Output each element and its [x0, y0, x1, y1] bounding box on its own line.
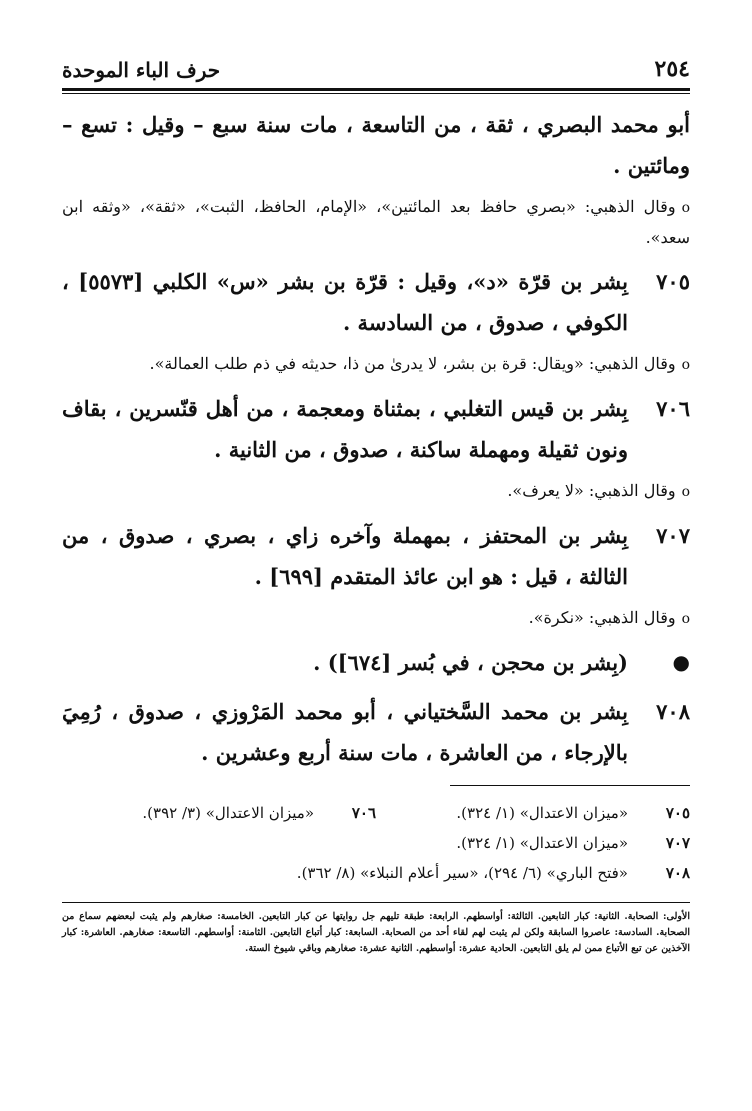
note-bullet-icon: o	[681, 200, 690, 216]
entry-note-text: وقال الذهبي: «ويقال: قرة بن بشر، لا يدرىٰ من ذا، حديثه في ذم طلب العمالة».	[149, 354, 676, 373]
footnote-number: ٧٠٨	[665, 864, 690, 882]
narrator-levels-key: الأولى: الصحابة. الثانية: كبار التابعين. الثالثة: أواسطهم. الرابعة: طبقة تليهم جل روايتها عن كبار التابعين. الخامسة: صغارهم ولم يثبت لبعضهم سماع من الصحابة. السادسة: عاصروا السابقة ولكن لم يثبت لهم لقاء أحد من الصحابة. السابعة: كبار أتباع التابعين. الثامنة: أواسطهم. التاسعة: صغارهم. العاشرة: كبار الآخذين عن تبع الأتباع ممن لم يلق التابعين. الحادية عشرة: أواسطهم. الثانية عشرة: صغارهم وباقي شيوخ الستة.	[62, 911, 690, 954]
entry-text: بِشر بن قرّة «د»، وقيل : قرّة بن بشر «س» الكلبي [٥٥٧٣] ، الكوفي ، صدوق ، من السادسة .	[62, 269, 628, 335]
footnote-number: ٧٠٦	[351, 804, 376, 822]
footnote-row	[62, 828, 690, 858]
header-rule-thick	[62, 88, 690, 91]
entry-text: بِشر بن المحتفز ، بمهملة وآخره زاي ، بصري ، صدوق ، من الثالثة ، قيل : هو ابن عائذ المتقدم [٦٩٩] .	[62, 523, 628, 589]
footnote-text: «ميزان الاعتدال» (١/ ٣٢٤).	[456, 834, 628, 852]
footnote-number: ٧٠٥	[665, 804, 690, 822]
footnote-text: «فتح الباري» (٦/ ٢٩٤)، «سير أعلام النبلاء» (٨/ ٣٦٢).	[296, 864, 628, 882]
entry-number: ٧٠٦	[656, 396, 690, 421]
footnote-row	[62, 858, 690, 888]
entry-note-text: وقال الذهبي: «لا يعرف».	[507, 481, 676, 500]
page-header	[62, 40, 690, 82]
entry-text: بِشر بن قيس التغلبي ، بمثناة ومعجمة ، من أهل قنّسرين ، بقاف ونون ثقيلة ومهملة ساكنة ، صدوق ، من الثانية .	[62, 396, 628, 462]
entry-text: بِشر بن محمد السَّختياني ، أبو محمد المَرْوزي ، صدوق ، رُمِيَ بالإرجاء ، من العاشرة ، مات سنة أربع وعشرين .	[62, 699, 628, 765]
header-rule-thin	[62, 93, 690, 94]
entry-text: (بِشر بن محجن ، في بُسر [٦٧٤]) .	[313, 650, 628, 675]
intro-note-text: وقال الذهبي: «بصري حافظ بعد المائتين»، «الإمام، الحافظ، الثبت»، «ثقة»، «وثقه ابن سعد».	[62, 197, 690, 247]
footnotes	[62, 798, 690, 888]
entry-705-note	[62, 349, 690, 380]
note-bullet-icon: o	[681, 484, 690, 500]
note-bullet-icon: o	[681, 611, 690, 627]
intro-continuation: أبو محمد البصري ، ثقة ، من التاسعة ، مات سنة سبع – وقيل : تسع – ومائتين .	[62, 112, 690, 178]
entry-708	[62, 691, 690, 773]
bullet-dot-icon: ●	[672, 650, 690, 674]
footnote-number: ٧٠٧	[665, 834, 690, 852]
entry-cross-reference	[62, 642, 690, 683]
footnote-text: «ميزان الاعتدال» (٣/ ٣٩٢).	[142, 804, 314, 822]
page-number: ٢٥٤	[654, 56, 690, 82]
entry-707-note	[62, 603, 690, 634]
entry-705	[62, 261, 690, 343]
footnote-row	[62, 798, 690, 828]
footnote-item	[62, 858, 690, 888]
entry-number: ٧٠٨	[656, 699, 690, 724]
book-page	[62, 40, 690, 1091]
entry-note-text: وقال الذهبي: «نكرة».	[528, 608, 676, 627]
chapter-title: حرف الباء الموحدة	[62, 58, 221, 82]
intro-note	[62, 192, 690, 253]
footnote-item	[370, 828, 690, 858]
entry-707	[62, 515, 690, 597]
footnote-item	[376, 798, 690, 828]
footnote-text: «ميزان الاعتدال» (١/ ٣٢٤).	[456, 804, 628, 822]
entry-706	[62, 388, 690, 470]
entry-number: ٧٠٥	[656, 269, 690, 294]
entry-706-note	[62, 476, 690, 507]
footnote-item	[62, 798, 376, 828]
entry-number: ٧٠٧	[656, 523, 690, 548]
note-bullet-icon: o	[681, 357, 690, 373]
page-body	[62, 104, 690, 957]
levels-separator	[62, 902, 690, 903]
footnote-separator	[450, 785, 690, 786]
